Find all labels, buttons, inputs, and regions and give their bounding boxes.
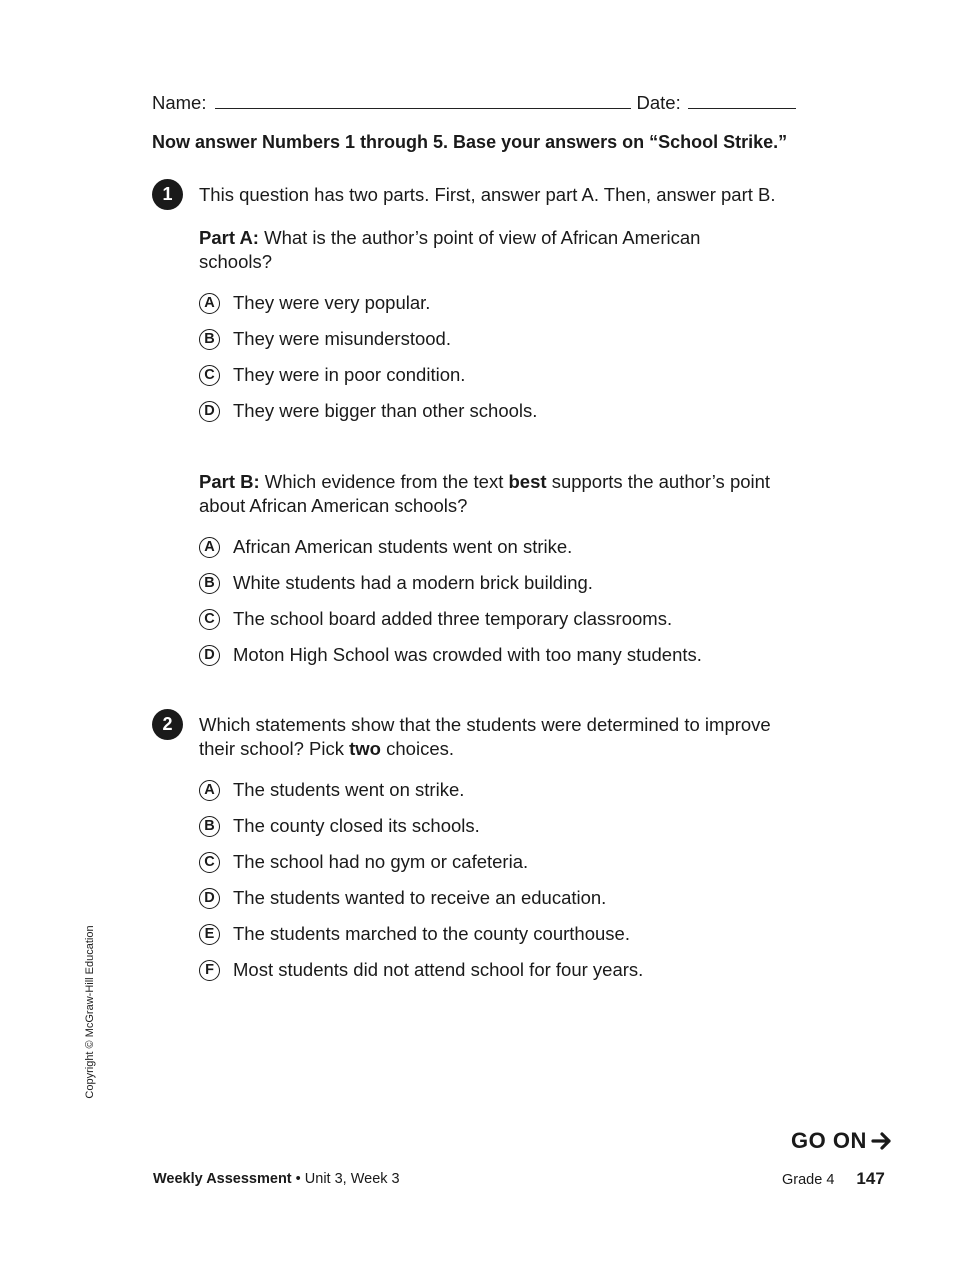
choice-text: The school board added three temporary classrooms. bbox=[233, 608, 673, 629]
part-b-text: Which evidence from the text bbox=[264, 471, 504, 492]
part-a-label: Part A: bbox=[199, 227, 259, 248]
choice-text: The students wanted to receive an education. bbox=[233, 887, 607, 908]
part-b-label: Part B: bbox=[199, 471, 260, 492]
go-on-indicator bbox=[791, 1128, 893, 1154]
part-a-choice-a[interactable] bbox=[199, 290, 430, 316]
choice-text: The county closed its schools. bbox=[233, 815, 480, 836]
arrow-right-icon bbox=[871, 1132, 893, 1150]
date-field[interactable] bbox=[688, 88, 796, 109]
part-a-choice-d[interactable] bbox=[199, 398, 537, 424]
choice-text: The students went on strike. bbox=[233, 779, 465, 800]
answer-bubble[interactable]: A bbox=[199, 780, 220, 801]
answer-bubble[interactable]: F bbox=[199, 960, 220, 981]
q2-choice-b[interactable] bbox=[199, 813, 480, 839]
part-b-emphasis: best bbox=[508, 471, 547, 492]
q2-choice-f[interactable] bbox=[199, 957, 643, 983]
part-a-choice-b[interactable] bbox=[199, 326, 451, 352]
part-a-prompt bbox=[199, 226, 700, 274]
answer-bubble[interactable]: D bbox=[199, 401, 220, 422]
answer-bubble[interactable]: A bbox=[199, 537, 220, 558]
part-b-choice-d[interactable] bbox=[199, 642, 702, 668]
answer-bubble[interactable]: E bbox=[199, 924, 220, 945]
answer-bubble[interactable]: A bbox=[199, 293, 220, 314]
name-label: Name: bbox=[152, 92, 207, 113]
question-number-1: 1 bbox=[152, 179, 183, 210]
footer-grade: Grade 4 bbox=[782, 1172, 835, 1188]
q2-choice-c[interactable] bbox=[199, 849, 528, 875]
question-2-text: Which statements show that the students were determined to improve bbox=[199, 714, 771, 735]
question-2-text-cont: their school? Pick bbox=[199, 738, 344, 759]
copyright-notice: Copyright © McGraw-Hill Education bbox=[84, 925, 96, 1099]
answer-bubble[interactable]: C bbox=[199, 852, 220, 873]
answer-bubble[interactable]: D bbox=[199, 645, 220, 666]
question-2-emphasis: two bbox=[349, 738, 381, 759]
q2-choice-d[interactable] bbox=[199, 885, 606, 911]
question-1-intro: This question has two parts. First, answer part A. Then, answer part B. bbox=[199, 184, 776, 205]
q2-choice-e[interactable] bbox=[199, 921, 630, 947]
question-number-2: 2 bbox=[152, 709, 183, 740]
part-b-text-cont: about African American schools? bbox=[199, 495, 468, 516]
part-a-text-cont: schools? bbox=[199, 251, 273, 272]
choice-text: African American students went on strike. bbox=[233, 536, 573, 557]
choice-text: The school had no gym or cafeteria. bbox=[233, 851, 529, 872]
part-b-prompt bbox=[199, 470, 770, 518]
footer-unit-week: Unit 3, Week 3 bbox=[304, 1171, 400, 1187]
footer-assessment-info bbox=[153, 1171, 400, 1187]
question-2-text-rest: choices. bbox=[386, 738, 454, 759]
choice-text: The students marched to the county courthouse. bbox=[233, 923, 630, 944]
name-field[interactable] bbox=[215, 88, 631, 109]
name-date-line bbox=[152, 88, 796, 114]
choice-text: White students had a modern brick building. bbox=[233, 572, 593, 593]
footer-assessment-title: Weekly Assessment bbox=[153, 1171, 292, 1187]
answer-bubble[interactable]: C bbox=[199, 365, 220, 386]
answer-bubble[interactable]: B bbox=[199, 816, 220, 837]
answer-bubble[interactable]: B bbox=[199, 329, 220, 350]
part-b-choice-b[interactable] bbox=[199, 570, 593, 596]
instructions: Now answer Numbers 1 through 5. Base your answers on “School Strike.” bbox=[152, 132, 788, 152]
choice-text: They were misunderstood. bbox=[233, 328, 451, 349]
answer-bubble[interactable]: C bbox=[199, 609, 220, 630]
footer-page-info bbox=[782, 1169, 885, 1189]
go-on-label: GO ON bbox=[791, 1128, 867, 1153]
part-b-choice-c[interactable] bbox=[199, 606, 672, 632]
choice-text: Most students did not attend school for four years. bbox=[233, 959, 644, 980]
footer-bullet: • bbox=[295, 1171, 301, 1187]
page-number: 147 bbox=[856, 1169, 885, 1188]
part-a-choice-c[interactable] bbox=[199, 362, 465, 388]
part-b-text-rest: supports the author’s point bbox=[551, 471, 771, 492]
choice-text: Moton High School was crowded with too many students. bbox=[233, 644, 702, 665]
answer-bubble[interactable]: D bbox=[199, 888, 220, 909]
q2-choice-a[interactable] bbox=[199, 777, 464, 803]
part-b-choice-a[interactable] bbox=[199, 534, 572, 560]
choice-text: They were in poor condition. bbox=[233, 364, 466, 385]
question-2-prompt bbox=[199, 713, 771, 761]
part-a-text: What is the author’s point of view of African American bbox=[264, 227, 701, 248]
choice-text: They were very popular. bbox=[233, 292, 431, 313]
answer-bubble[interactable]: B bbox=[199, 573, 220, 594]
choice-text: They were bigger than other schools. bbox=[233, 400, 538, 421]
date-label: Date: bbox=[636, 92, 681, 113]
